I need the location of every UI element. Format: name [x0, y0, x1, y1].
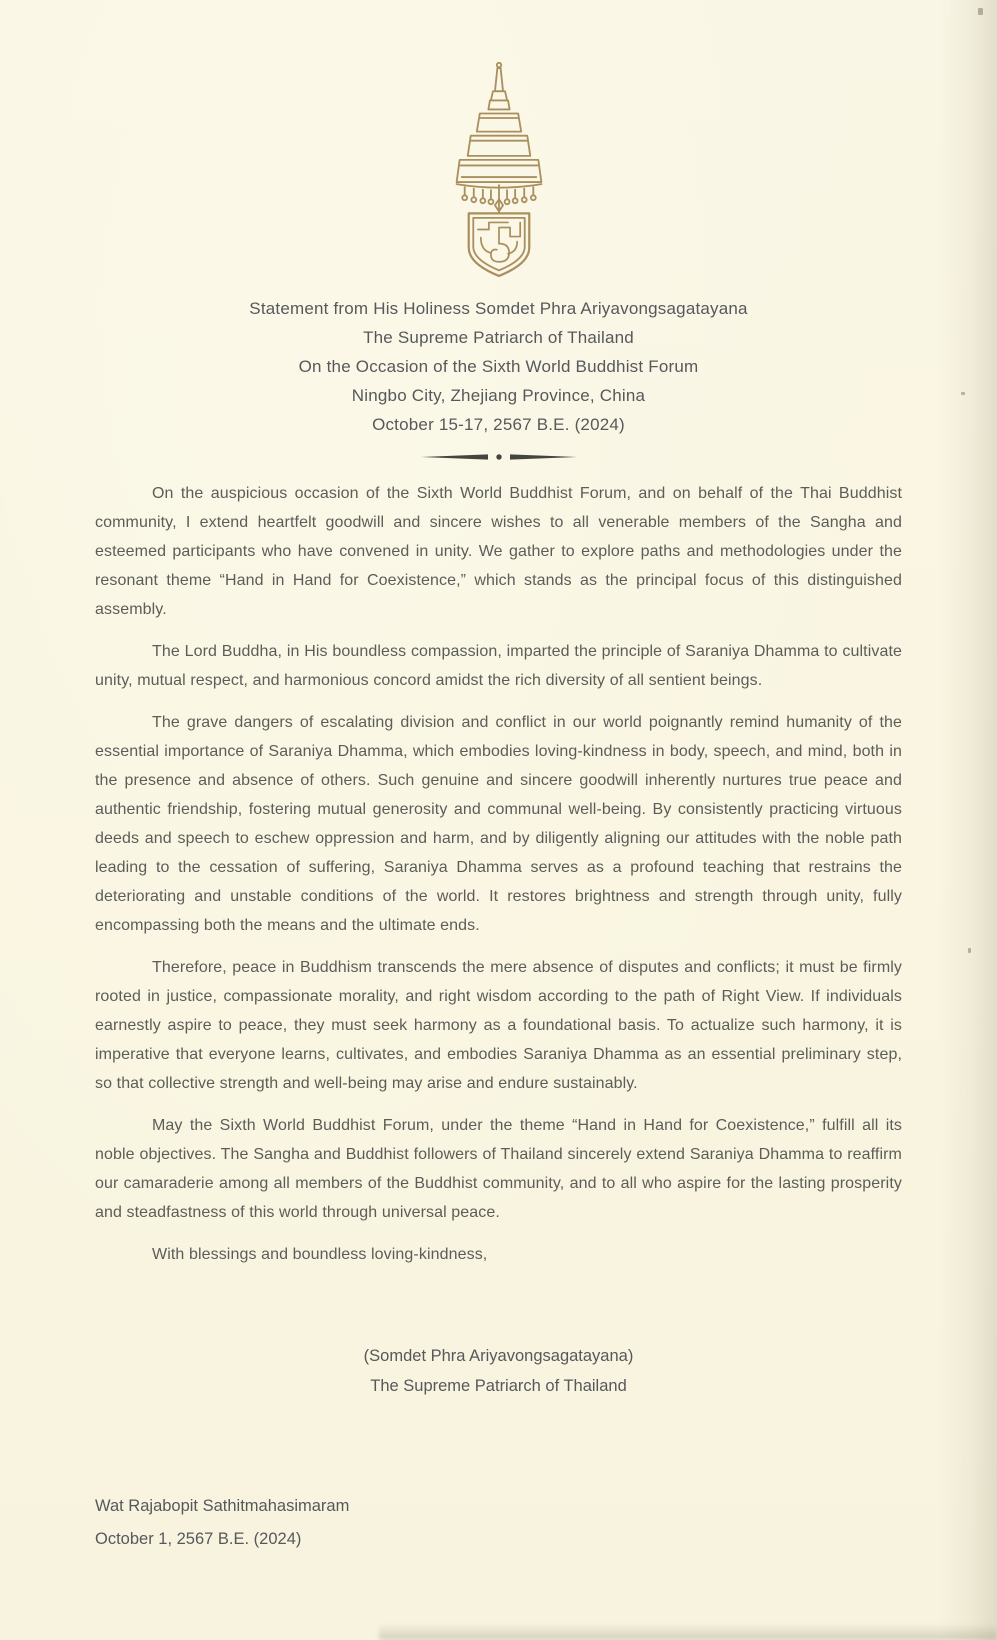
scan-speck: [961, 392, 965, 395]
monogram-maze: [477, 222, 519, 261]
paragraph-grave-dangers: The grave dangers of escalating division and conflict in our world poignantly remind humanity of the essential importance of Saraniya Dhamma, which embodies loving-kindness in body, speech, and mind, both in the presence and absence of others. Such genuine and sincere goodwill inherently nurtures true peace and authentic friendship, fostering mutual generosity and communal well-being. By consistently practicing virtuous deeds and speech to eschew oppression and harm, and by diligently aligning our attitudes with the noble path leading to the cessation of suffering, Saraniya Dhamma serves as a profound teaching that restrains the deteriorating and unstable conditions of the world. It restores brightness and strength through unity, fully encompassing both the means and the ultimate ends.: [95, 714, 902, 934]
signature-title: The Supreme Patriarch of Thailand: [370, 1377, 627, 1395]
heading-line-dates: October 15-17, 2567 B.E. (2024): [372, 415, 625, 434]
signature-name: (Somdet Phra Ariyavongsagatayana): [363, 1347, 634, 1365]
footer-date: October 1, 2567 B.E. (2024): [95, 1530, 302, 1548]
scan-speck: [978, 8, 983, 15]
scan-bottom-shade: [379, 1624, 997, 1640]
heading-line-statement: Statement from His Holiness Somdet Phra Ariyavongsagatayana: [249, 299, 748, 318]
document-heading: [0, 294, 997, 439]
scan-speck: [968, 948, 971, 953]
signature-block: [0, 1341, 997, 1401]
statement-body: [95, 479, 902, 1269]
paragraph-blessings-closing: With blessings and boundless loving-kindness,: [152, 1246, 488, 1263]
footer-block: [95, 1490, 349, 1556]
paragraph-lord-buddha: The Lord Buddha, in His boundless compassion, imparted the principle of Saraniya Dhamma to cultivate unity, mutual respect, and harmonious concord amidst the rich diversity of all sentient beings.: [95, 643, 902, 689]
ornamental-divider: [419, 451, 579, 463]
supreme-patriarch-emblem-icon: [428, 60, 570, 286]
heading-line-location: Ningbo City, Zhejiang Province, China: [351, 386, 646, 405]
heading-line-occasion: On the Occasion of the Sixth World Buddhist Forum: [298, 357, 699, 376]
footer-temple: Wat Rajabopit Sathitmahasimaram: [95, 1497, 350, 1515]
heading-line-title: The Supreme Patriarch of Thailand: [363, 328, 634, 347]
paragraph-may-the-forum: May the Sixth World Buddhist Forum, under the theme “Hand in Hand for Coexistence,” fulfill all its noble objectives. The Sangha and Buddhist followers of Thailand sincerely extend Saraniya Dhamma to reaffirm our camaraderie among all members of the Buddhist community, and to all who aspire for the lasting prosperity and steadfastness of this world through universal peace.: [95, 1117, 902, 1221]
paragraph-therefore-peace: Therefore, peace in Buddhism transcends the mere absence of disputes and conflicts; it must be firmly rooted in justice, compassionate morality, and right wisdom according to the path of Right View. If individuals earnestly aspire to peace, they must seek harmony as a foundational basis. To actualize such harmony, it is imperative that everyone learns, cultivates, and embodies Saraniya Dhamma as an essential preliminary step, so that collective strength and well-being may arise and endure sustainably.: [95, 959, 902, 1092]
paragraph-opening: On the auspicious occasion of the Sixth World Buddhist Forum, and on behalf of the Thai Buddhist community, I extend heartfelt goodwill and sincere wishes to all venerable members of the Sangha and esteemed participants who have convened in unity. We gather to explore paths and methodologies under the resonant theme “Hand in Hand for Coexistence,” which stands as the principal focus of this distinguished assembly.: [95, 485, 902, 618]
